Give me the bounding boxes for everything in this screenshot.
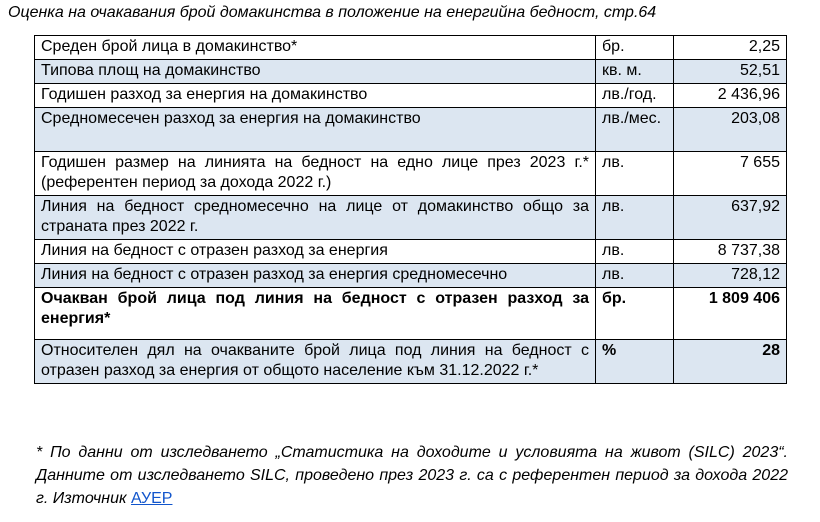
table-row xyxy=(35,264,787,288)
row-unit: лв. xyxy=(596,264,674,288)
table-row xyxy=(35,108,787,152)
row-unit: кв. м. xyxy=(596,60,674,84)
row-unit: лв./год. xyxy=(596,84,674,108)
row-value: 2,25 xyxy=(674,36,787,60)
table-row xyxy=(35,240,787,264)
row-value: 728,12 xyxy=(674,264,787,288)
row-label: Годишен размер на линията на бедност на едно лице през 2023 г.* (референтен период за дохода 2022 г.) xyxy=(35,152,596,196)
row-value: 2 436,96 xyxy=(674,84,787,108)
table-row xyxy=(35,152,787,196)
table-row xyxy=(35,340,787,384)
row-value: 203,08 xyxy=(674,108,787,152)
row-label: Линия на бедност с отразен разход за енергия средномесечно xyxy=(35,264,596,288)
footnote xyxy=(36,441,788,510)
row-value: 7 655 xyxy=(674,152,787,196)
row-label: Среден брой лица в домакинство* xyxy=(35,36,596,60)
footnote-text: * По данни от изследването „Статистика на доходите и условията на живот (SILC) 2023“. Данните от изследването SILC, проведено през 2023 г. са с референтен период за дохода 2022 г. Източник xyxy=(36,444,788,507)
table-row xyxy=(35,288,787,340)
row-value: 637,92 xyxy=(674,196,787,240)
table-caption: Оценка на очакавания брой домакинства в положение на енергийна бедност, стр.64 xyxy=(8,4,657,21)
row-label: Средномесечен разход за енергия на домакинство xyxy=(35,108,596,152)
row-label: Годишен разход за енергия на домакинство xyxy=(35,84,596,108)
row-value: 28 xyxy=(674,340,787,384)
energy-poverty-table xyxy=(34,35,787,384)
source-link[interactable]: АУЕР xyxy=(130,490,173,507)
row-label: Относителен дял на очакваните брой лица под линия на бедност с отразен разход за енергия от общото население към 31.12.2022 г.* xyxy=(35,340,596,384)
row-label: Типова площ на домакинство xyxy=(35,60,596,84)
row-unit: лв. xyxy=(596,240,674,264)
row-unit: бр. xyxy=(596,36,674,60)
row-label: Линия на бедност средномесечно на лице от домакинство общо за страната през 2022 г. xyxy=(35,196,596,240)
row-label: Линия на бедност с отразен разход за енергия xyxy=(35,240,596,264)
table-row xyxy=(35,196,787,240)
row-unit: лв. xyxy=(596,152,674,196)
row-value: 52,51 xyxy=(674,60,787,84)
row-label: Очакван брой лица под линия на бедност с отразен разход за енергия* xyxy=(35,288,596,340)
row-unit: лв. xyxy=(596,196,674,240)
row-unit: лв./мес. xyxy=(596,108,674,152)
row-unit: % xyxy=(596,340,674,384)
table-row xyxy=(35,84,787,108)
row-unit: бр. xyxy=(596,288,674,340)
row-value: 1 809 406 xyxy=(674,288,787,340)
table-row xyxy=(35,60,787,84)
row-value: 8 737,38 xyxy=(674,240,787,264)
table-row xyxy=(35,36,787,60)
